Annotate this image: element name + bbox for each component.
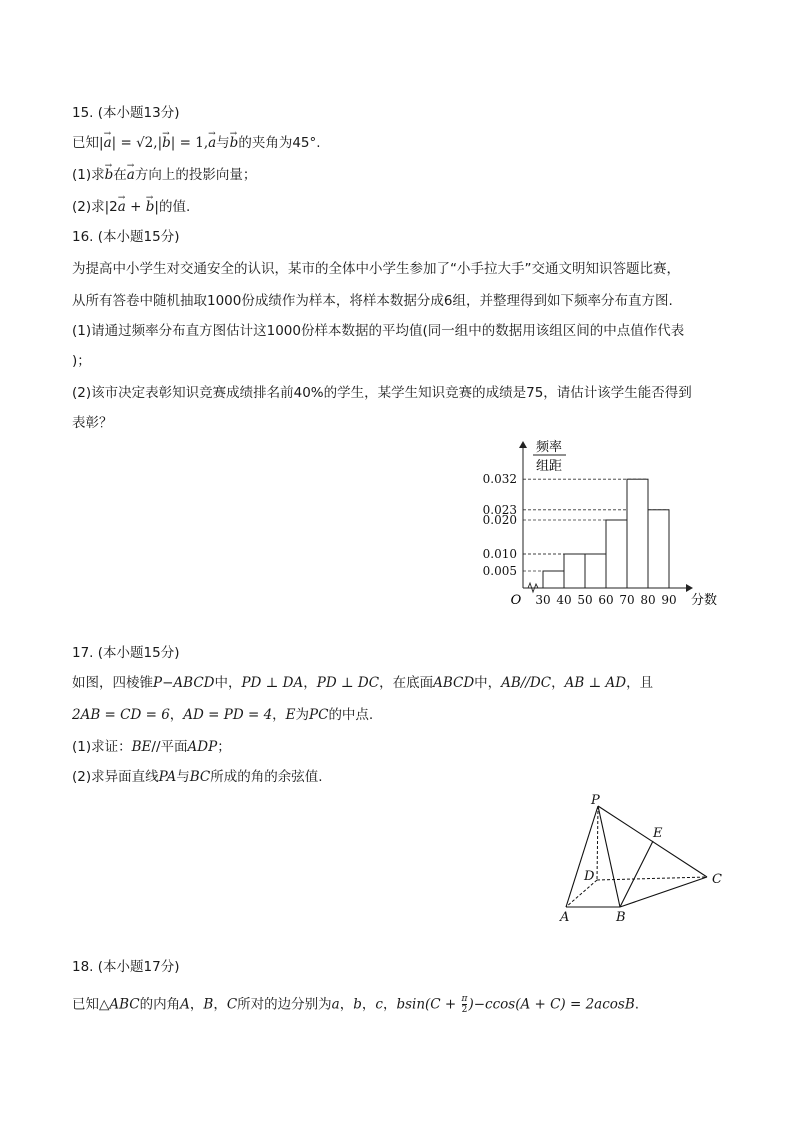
histogram-bar (585, 554, 606, 588)
q15-comma: ,| (153, 135, 163, 151)
math: BC (189, 769, 211, 785)
t: ， (382, 996, 397, 1013)
t: ， (272, 707, 286, 723)
math: PD ⊥ DA (241, 675, 304, 691)
vector-b: → b (162, 134, 171, 152)
math: △ABC (99, 996, 140, 1013)
q15-heading: 15. (本小题13分) (72, 105, 180, 121)
q17-text-2 (72, 706, 373, 724)
pi-over-2-fraction (462, 994, 468, 1015)
label-P: P (591, 793, 600, 808)
edge-PA (566, 806, 598, 907)
q17-heading: 17. (本小题15分) (72, 645, 180, 661)
t: 中， (214, 675, 242, 691)
math: P−ABCD (153, 675, 215, 691)
math: C (226, 996, 238, 1013)
formula-part1: bsin(C + (396, 996, 461, 1013)
t: 如图，四棱锥 (72, 675, 153, 691)
math: b (353, 996, 362, 1013)
q15-angle: 的夹角为45°. (238, 135, 321, 151)
edge-PD (597, 806, 598, 880)
math: A (180, 996, 190, 1013)
label-E: E (653, 826, 663, 841)
t: 中， (474, 675, 502, 691)
math: B (203, 996, 214, 1013)
q15-p2-text: (2)求|2 (72, 199, 118, 215)
vector-a: → a (104, 134, 112, 152)
math: BE (131, 739, 152, 755)
frequency-histogram (470, 430, 730, 615)
x-tick-label: 50 (577, 593, 593, 607)
x-tick-label: 80 (640, 593, 656, 607)
t: . (634, 996, 640, 1013)
math: 2AB = CD = 6 (72, 707, 170, 723)
x-tick-label: 70 (619, 593, 635, 607)
t: ， (213, 996, 227, 1013)
pyramid-figure (555, 790, 730, 925)
t: ； (217, 739, 231, 755)
math: PC (309, 707, 329, 723)
label-B: B (616, 910, 626, 925)
q16-part2-cont: 表彰？ (72, 415, 113, 431)
q15-p2-post: |的值. (154, 199, 191, 215)
y-tick-label: 0.020 (482, 513, 517, 527)
histogram-bar (627, 479, 648, 588)
t: 与 (176, 769, 190, 785)
t: ， (169, 707, 184, 723)
t: 的中点. (328, 707, 374, 723)
label-D: D (584, 869, 595, 884)
t: ， (303, 675, 317, 691)
t: ，在底面 (379, 675, 434, 691)
math: PD ⊥ DC (316, 675, 380, 691)
q15-p2-plus: + (125, 199, 146, 215)
q16-part2: (2)该市决定表彰知识竞赛成绩排名前40%的学生，某学生知识竞赛的成绩是75，请估计该学生能否得到 (72, 385, 692, 401)
vector-b: → b (230, 134, 239, 152)
edge-PB (598, 806, 620, 907)
y-tick-label: 0.010 (482, 547, 517, 561)
vector-b: → b (105, 166, 114, 184)
math: AD = PD = 4 (183, 707, 273, 723)
vector-a: → a (127, 166, 135, 184)
q16-text-1: 为提高中小学生对交通安全的认识，某市的全体中小学生参加了“小手拉大手”交通文明知识答题比赛， (72, 261, 680, 277)
histogram-bar (648, 510, 669, 588)
histogram-bar (543, 571, 564, 588)
t: 所成的角的余弦值. (210, 769, 323, 785)
math: AB ⊥ AD (564, 675, 627, 691)
origin-label: O (510, 593, 522, 608)
math: ABCD (433, 675, 475, 691)
fraction-numerator: π (461, 994, 468, 1004)
x-tick-label: 40 (556, 593, 572, 607)
fraction-denominator: 2 (461, 1005, 468, 1015)
y-tick-label: 0.005 (482, 564, 517, 578)
q16-heading: 16. (本小题15分) (72, 229, 180, 245)
math: AB//DC (501, 675, 552, 691)
q17-text-1 (72, 674, 653, 692)
t: 已知 (72, 996, 99, 1013)
q15-statement (72, 134, 321, 152)
q16-part1-cont: )； (72, 353, 91, 369)
vector-a: → a (118, 198, 126, 216)
x-tick-label: 30 (535, 593, 551, 607)
q15-p1-post: 方向上的投影向量； (134, 167, 257, 183)
q15-part1 (72, 166, 256, 184)
math: c (375, 996, 383, 1013)
x-tick-label: 60 (598, 593, 614, 607)
formula-part2: )−ccos(A + C) = 2acosB (468, 996, 635, 1013)
q18-heading: 18. (本小题17分) (72, 959, 180, 975)
t: ， (361, 996, 376, 1013)
y-tick-label: 0.032 (482, 472, 517, 487)
t: //平面 (151, 739, 188, 755)
math: PA (158, 769, 177, 785)
math: ADP (187, 739, 218, 755)
math: E (285, 707, 296, 723)
q17-part1 (72, 738, 231, 756)
y-label-top: 频率 (535, 440, 563, 455)
q17-part2 (72, 768, 323, 786)
x-axis-label: 分数 (690, 593, 718, 608)
t: 所对的边分别为 (237, 996, 332, 1013)
y-label-bottom: 组距 (535, 459, 563, 474)
t: 为 (295, 707, 310, 723)
t: (2)求异面直线 (72, 769, 159, 785)
vector-a: → a (208, 134, 216, 152)
q18-text-1 (72, 994, 639, 1015)
q15-part2 (72, 198, 190, 216)
q15-p1-text: (1)求 (72, 167, 105, 183)
q16-text-2: 从所有答卷中随机抽取1000份成绩作为样本，将样本数据分成6组，并整理得到如下频率分布直方图. (72, 293, 673, 309)
q15-eq1: | = (111, 135, 137, 151)
t: 的内角 (139, 996, 181, 1013)
histogram-bar (564, 554, 585, 588)
label-A: A (560, 910, 570, 925)
vector-b: → b (146, 198, 155, 216)
q15-p1-on: 在 (113, 167, 127, 183)
sqrt2: √2 (136, 135, 154, 151)
q15-and: 与 (216, 135, 230, 151)
t: (1)求证： (72, 739, 132, 755)
q15-text-a: 已知| (72, 135, 104, 151)
histogram-bar (606, 520, 627, 588)
label-C: C (712, 872, 722, 887)
math: a (331, 996, 340, 1013)
t: ，且 (626, 675, 654, 691)
t: ， (189, 996, 204, 1013)
x-tick-label: 90 (661, 593, 677, 607)
q15-eq2: | = 1, (170, 135, 209, 151)
y-tick-label: 0.023 (482, 502, 517, 517)
t: ， (551, 675, 565, 691)
t: ， (339, 996, 354, 1013)
q16-part1: (1)请通过频率分布直方图估计这1000份样本数据的平均值(同一组中的数据用该组区间的中点值作代表 (72, 323, 685, 339)
